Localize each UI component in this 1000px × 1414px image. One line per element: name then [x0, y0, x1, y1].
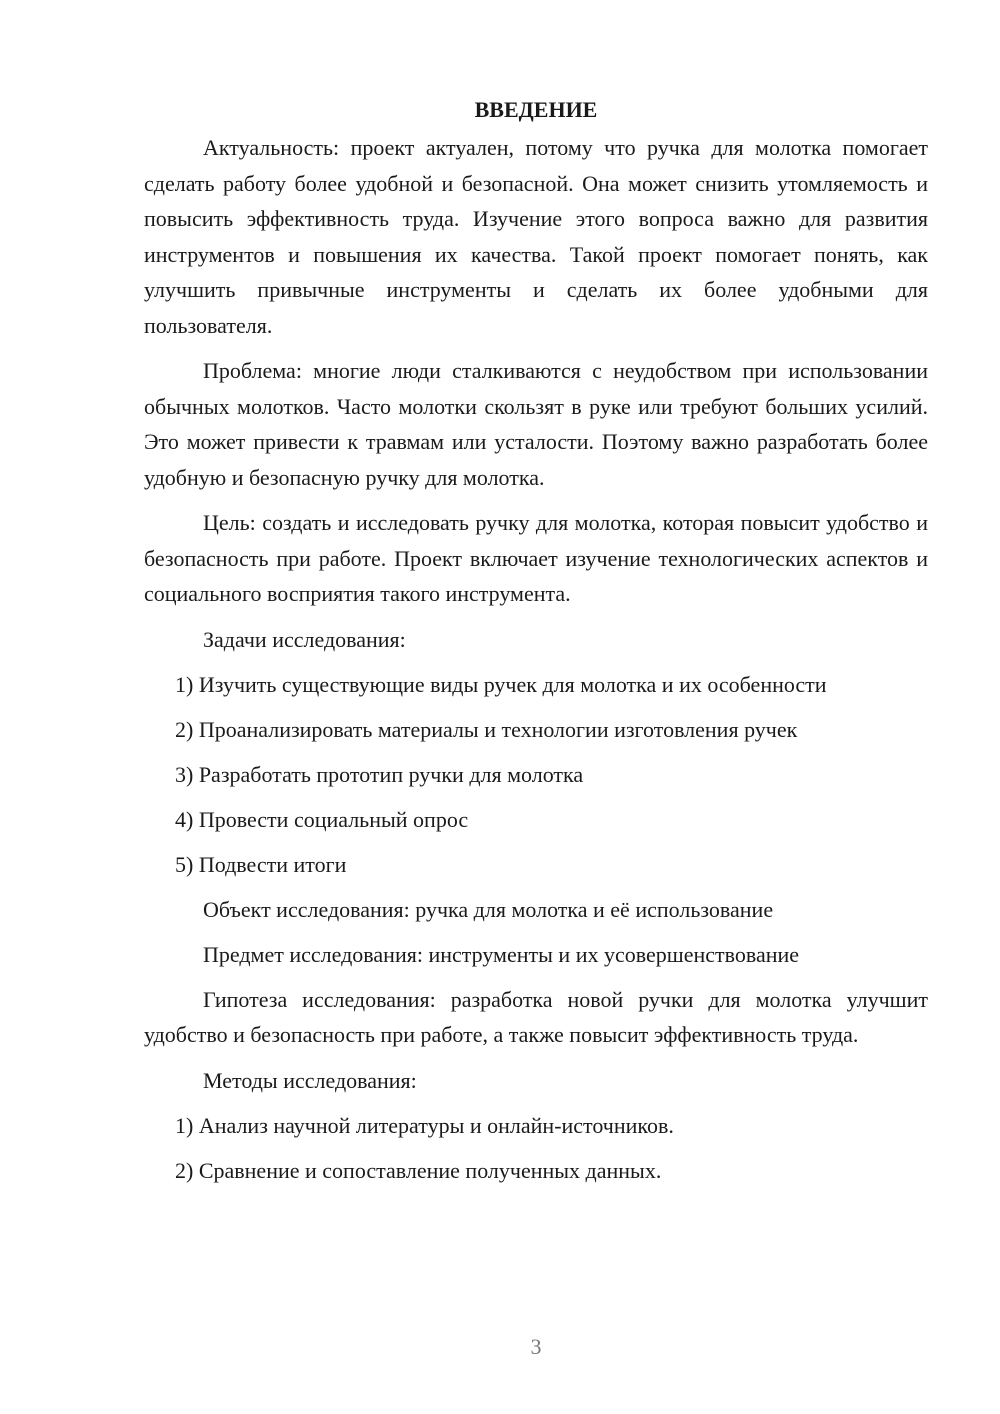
research-object: Объект исследования: ручка для молотка и её использование — [203, 896, 774, 922]
goal-paragraph: Цель: создать и исследовать ручку для молотка, которая повысит удобство и безопасность при работе. Проект включает изучение технологических аспектов и социального восприятия такого инструмента. — [144, 510, 928, 606]
methods-heading: Методы исследования: — [203, 1067, 417, 1093]
section-title: ВВЕДЕНИЕ — [474, 97, 598, 122]
hypothesis-paragraph: Гипотеза исследования: разработка новой ручки для молотка улучшит удобство и безопасность при работе, а также повысит эффективность труда. — [144, 986, 928, 1047]
relevance-paragraph: Актуальность: проект актуален, потому что ручка для молотка помогает сделать работу более удобной и безопасной. Она может снизить утомляемость и повысить эффективность труда. Изучение этого вопроса важно для развития инструментов и повышения их качества. Такой проект помогает понять, как улучшить привычные инструменты и сделать их более удобными для пользователя. — [144, 135, 928, 338]
page-number: 3 — [530, 1334, 542, 1359]
task-item-4: 4) Провести социальный опрос — [175, 806, 469, 832]
task-item-2: 2) Проанализировать материалы и технологии изготовления ручек — [175, 716, 798, 742]
task-item-1: 1) Изучить существующие виды ручек для молотка и их особенности — [175, 671, 827, 697]
document-page — [144, 92, 928, 1198]
research-subject: Предмет исследования: инструменты и их усовершенствование — [203, 941, 800, 967]
problem-paragraph: Проблема: многие люди сталкиваются с неудобством при использовании обычных молотков. Часто молотки скользят в руке или требуют больших усилий. Это может привести к травмам или усталости. Поэтому важно разработать более удобную и безопасную ручку для молотка. — [144, 358, 928, 490]
task-item-5: 5) Подвести итоги — [175, 851, 347, 877]
task-item-3: 3) Разработать прототип ручки для молотка — [175, 761, 584, 787]
method-item-1: 1) Анализ научной литературы и онлайн-источников. — [175, 1112, 674, 1138]
tasks-heading: Задачи исследования: — [203, 626, 406, 652]
method-item-2: 2) Сравнение и сопоставление полученных данных. — [175, 1157, 662, 1183]
